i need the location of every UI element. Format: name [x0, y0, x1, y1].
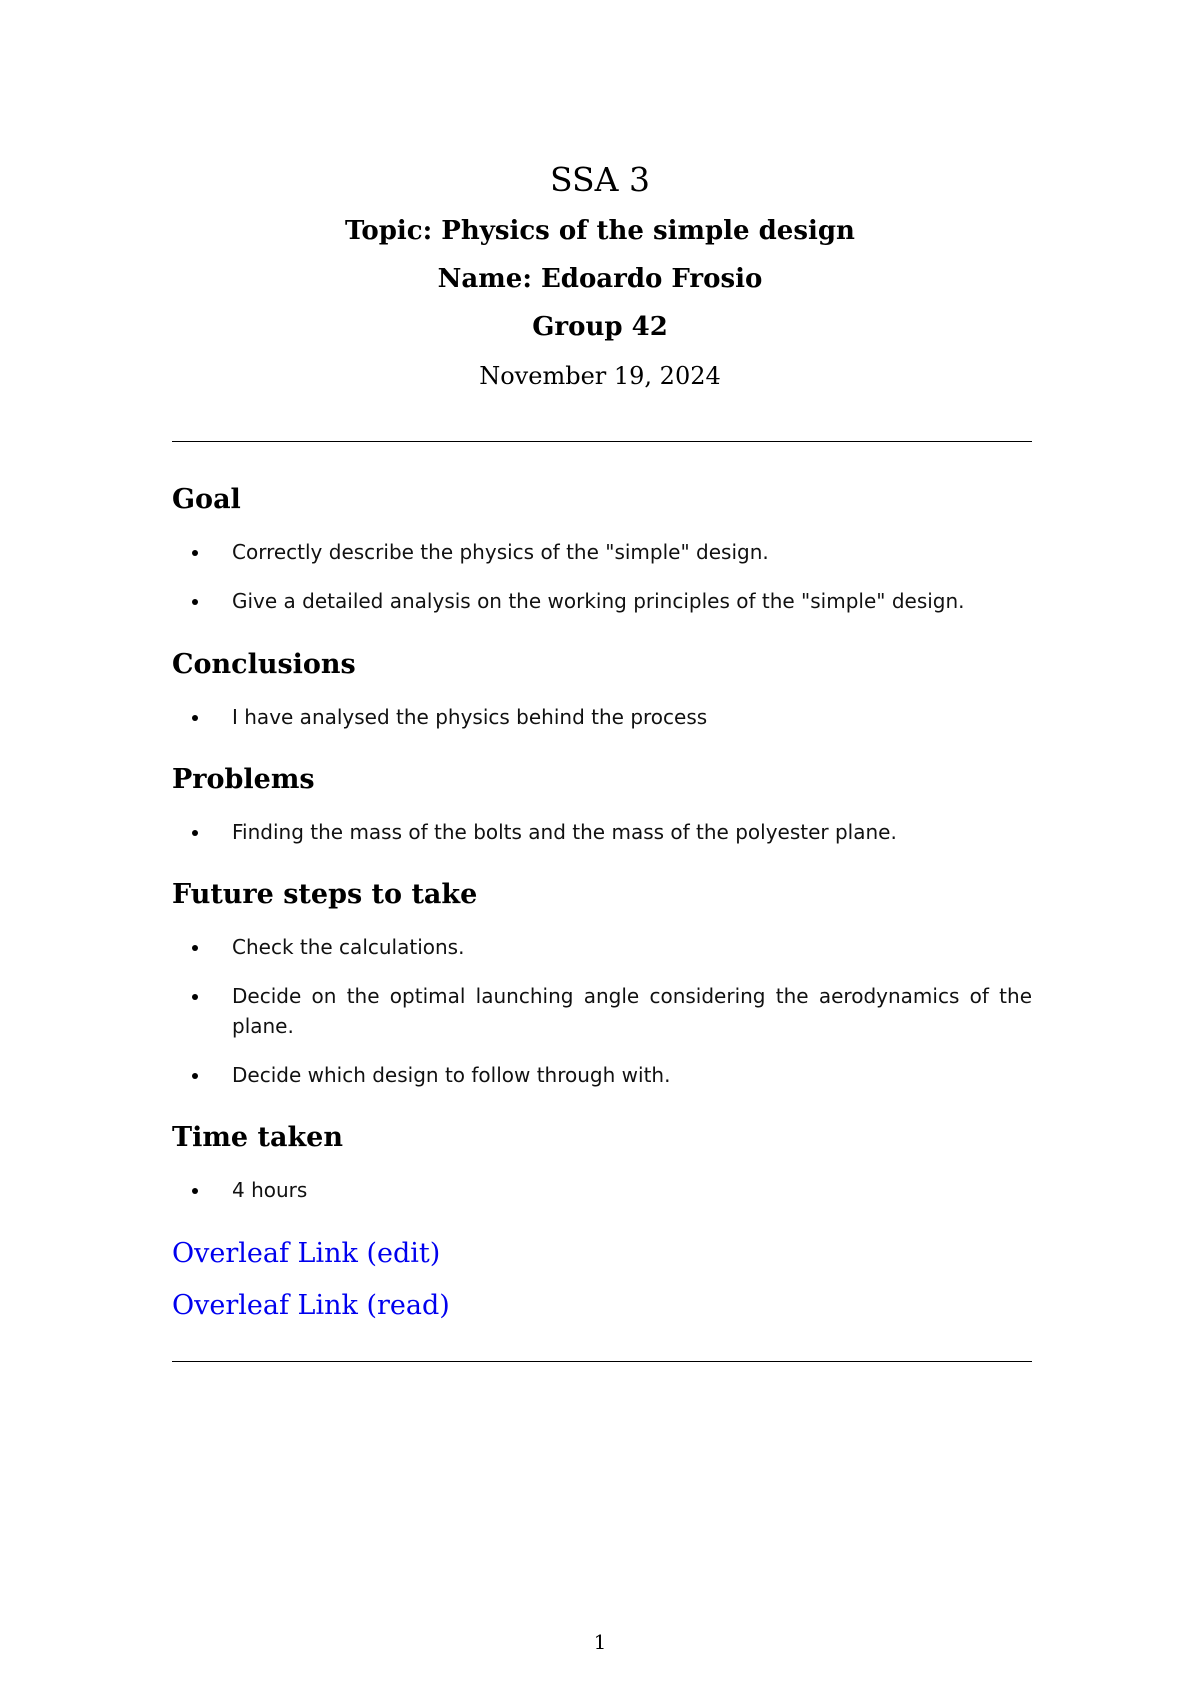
bullet-icon — [192, 599, 198, 605]
section-heading-conclusions: Conclusions — [172, 649, 356, 680]
list-item-text: Decide on the optimal launching angle considering the aerodynamics of the plane. — [232, 984, 1032, 1038]
page-number: 1 — [593, 1630, 607, 1654]
overleaf-edit-link[interactable]: Overleaf Link (edit) — [172, 1238, 441, 1269]
list-item — [206, 932, 1032, 962]
list-item — [206, 1060, 1032, 1090]
list-item-text: Finding the mass of the bolts and the mass of the polyester plane. — [232, 820, 897, 844]
bullet-icon — [192, 945, 198, 951]
list-item-text: Check the calculations. — [232, 935, 465, 959]
list-item — [206, 537, 1032, 567]
list-item-text: Correctly describe the physics of the "simple" design. — [232, 540, 769, 564]
list-item — [206, 586, 1032, 616]
list-item-text: Decide which design to follow through with. — [232, 1063, 671, 1087]
document-date: November 19, 2024 — [479, 362, 721, 390]
overleaf-read-link[interactable]: Overleaf Link (read) — [172, 1290, 450, 1321]
bullet-icon — [192, 550, 198, 556]
group-number: Group 42 — [532, 312, 668, 342]
list-item-text: I have analysed the physics behind the process — [232, 705, 708, 729]
bullet-icon — [192, 830, 198, 836]
list-item-text: Give a detailed analysis on the working principles of the "simple" design. — [232, 589, 965, 613]
bottom-divider — [172, 1361, 1032, 1362]
document-title: SSA 3 — [550, 160, 650, 199]
bullet-icon — [192, 715, 198, 721]
bullet-icon — [192, 1188, 198, 1194]
section-heading-future-steps: Future steps to take — [172, 879, 478, 910]
section-heading-goal: Goal — [172, 484, 241, 515]
list-item — [206, 702, 1032, 732]
section-heading-time-taken: Time taken — [172, 1122, 343, 1153]
top-divider — [172, 441, 1032, 442]
bullet-icon — [192, 1073, 198, 1079]
document-topic: Topic: Physics of the simple design — [345, 216, 855, 246]
author-name: Name: Edoardo Frosio — [437, 264, 763, 294]
list-item — [206, 817, 1032, 847]
list-item-text: 4 hours — [232, 1178, 308, 1202]
section-heading-problems: Problems — [172, 764, 315, 795]
list-item — [206, 1175, 1032, 1205]
list-item — [206, 981, 1032, 1041]
bullet-icon — [192, 994, 198, 1000]
